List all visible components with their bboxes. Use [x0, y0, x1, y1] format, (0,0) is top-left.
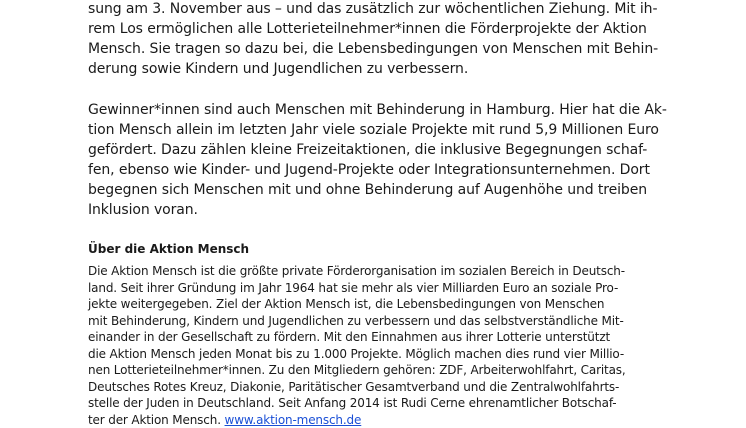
about-paragraph [88, 263, 628, 428]
text-line: Gewinner*innen sind auch Menschen mit Behinderung in Hamburg. Hier hat die Ak- [88, 100, 628, 120]
text-line: Die Aktion Mensch ist die größte private Förderorganisation im sozialen Bereich in Deutsch- [88, 263, 628, 280]
text-line: einander in der Gesellschaft zu fördern. Mit den Einnahmen aus ihrer Lotterie unterstützt [88, 329, 628, 346]
text-line: rem Los ermöglichen alle Lotterieteilnehmer*innen die Förderprojekte der Aktion [88, 19, 628, 39]
document-page [88, 0, 628, 428]
paragraph-gap [88, 79, 628, 100]
paragraph-lottery [88, 0, 628, 79]
website-link[interactable]: www.aktion-mensch.de [225, 413, 362, 427]
text-line: die Aktion Mensch jeden Monat bis zu 1.000 Projekte. Möglich machen dies rund vier Millio- [88, 346, 628, 363]
text-line: Deutsches Rotes Kreuz, Diakonie, Paritätischer Gesamtverband und die Zentralwohlfahrts- [88, 379, 628, 396]
text-line: land. Seit ihrer Gründung im Jahr 1964 hat sie mehr als vier Milliarden Euro an soziale Pro- [88, 280, 628, 297]
text-line: begegnen sich Menschen mit und ohne Behinderung auf Augenhöhe und treiben [88, 180, 628, 200]
text-line: Inklusion voran. [88, 200, 628, 220]
about-heading: Über die Aktion Mensch [88, 241, 628, 257]
section-gap [88, 220, 628, 241]
last-line-text: ter der Aktion Mensch. [88, 413, 225, 427]
text-line: jekte weitergegeben. Ziel der Aktion Mensch ist, die Lebensbedingungen von Menschen [88, 296, 628, 313]
text-line: mit Behinderung, Kindern und Jugendlichen zu verbessern und das selbstverständliche Mit- [88, 313, 628, 330]
text-line: gefördert. Dazu zählen kleine Freizeitaktionen, die inklusive Begegnungen schaf- [88, 140, 628, 160]
text-line: Mensch. Sie tragen so dazu bei, die Lebensbedingungen von Menschen mit Behin- [88, 39, 628, 59]
text-line: nen Lotterieteilnehmer*innen. Zu den Mitgliedern gehören: ZDF, Arbeiterwohlfahrt, Caritas, [88, 362, 628, 379]
text-line: tion Mensch allein im letzten Jahr viele soziale Projekte mit rund 5,9 Millionen Euro [88, 120, 628, 140]
text-line: derung sowie Kindern und Jugendlichen zu verbessern. [88, 59, 628, 79]
paragraph-hamburg [88, 100, 628, 220]
text-line-last [88, 412, 628, 428]
text-line: stelle der Juden in Deutschland. Seit Anfang 2014 ist Rudi Cerne ehrenamtlicher Botschaf- [88, 395, 628, 412]
text-line: fen, ebenso wie Kinder- und Jugend-Projekte oder Integrationsunternehmen. Dort [88, 160, 628, 180]
text-line: sung am 3. November aus – und das zusätzlich zur wöchentlichen Ziehung. Mit ih- [88, 0, 628, 19]
